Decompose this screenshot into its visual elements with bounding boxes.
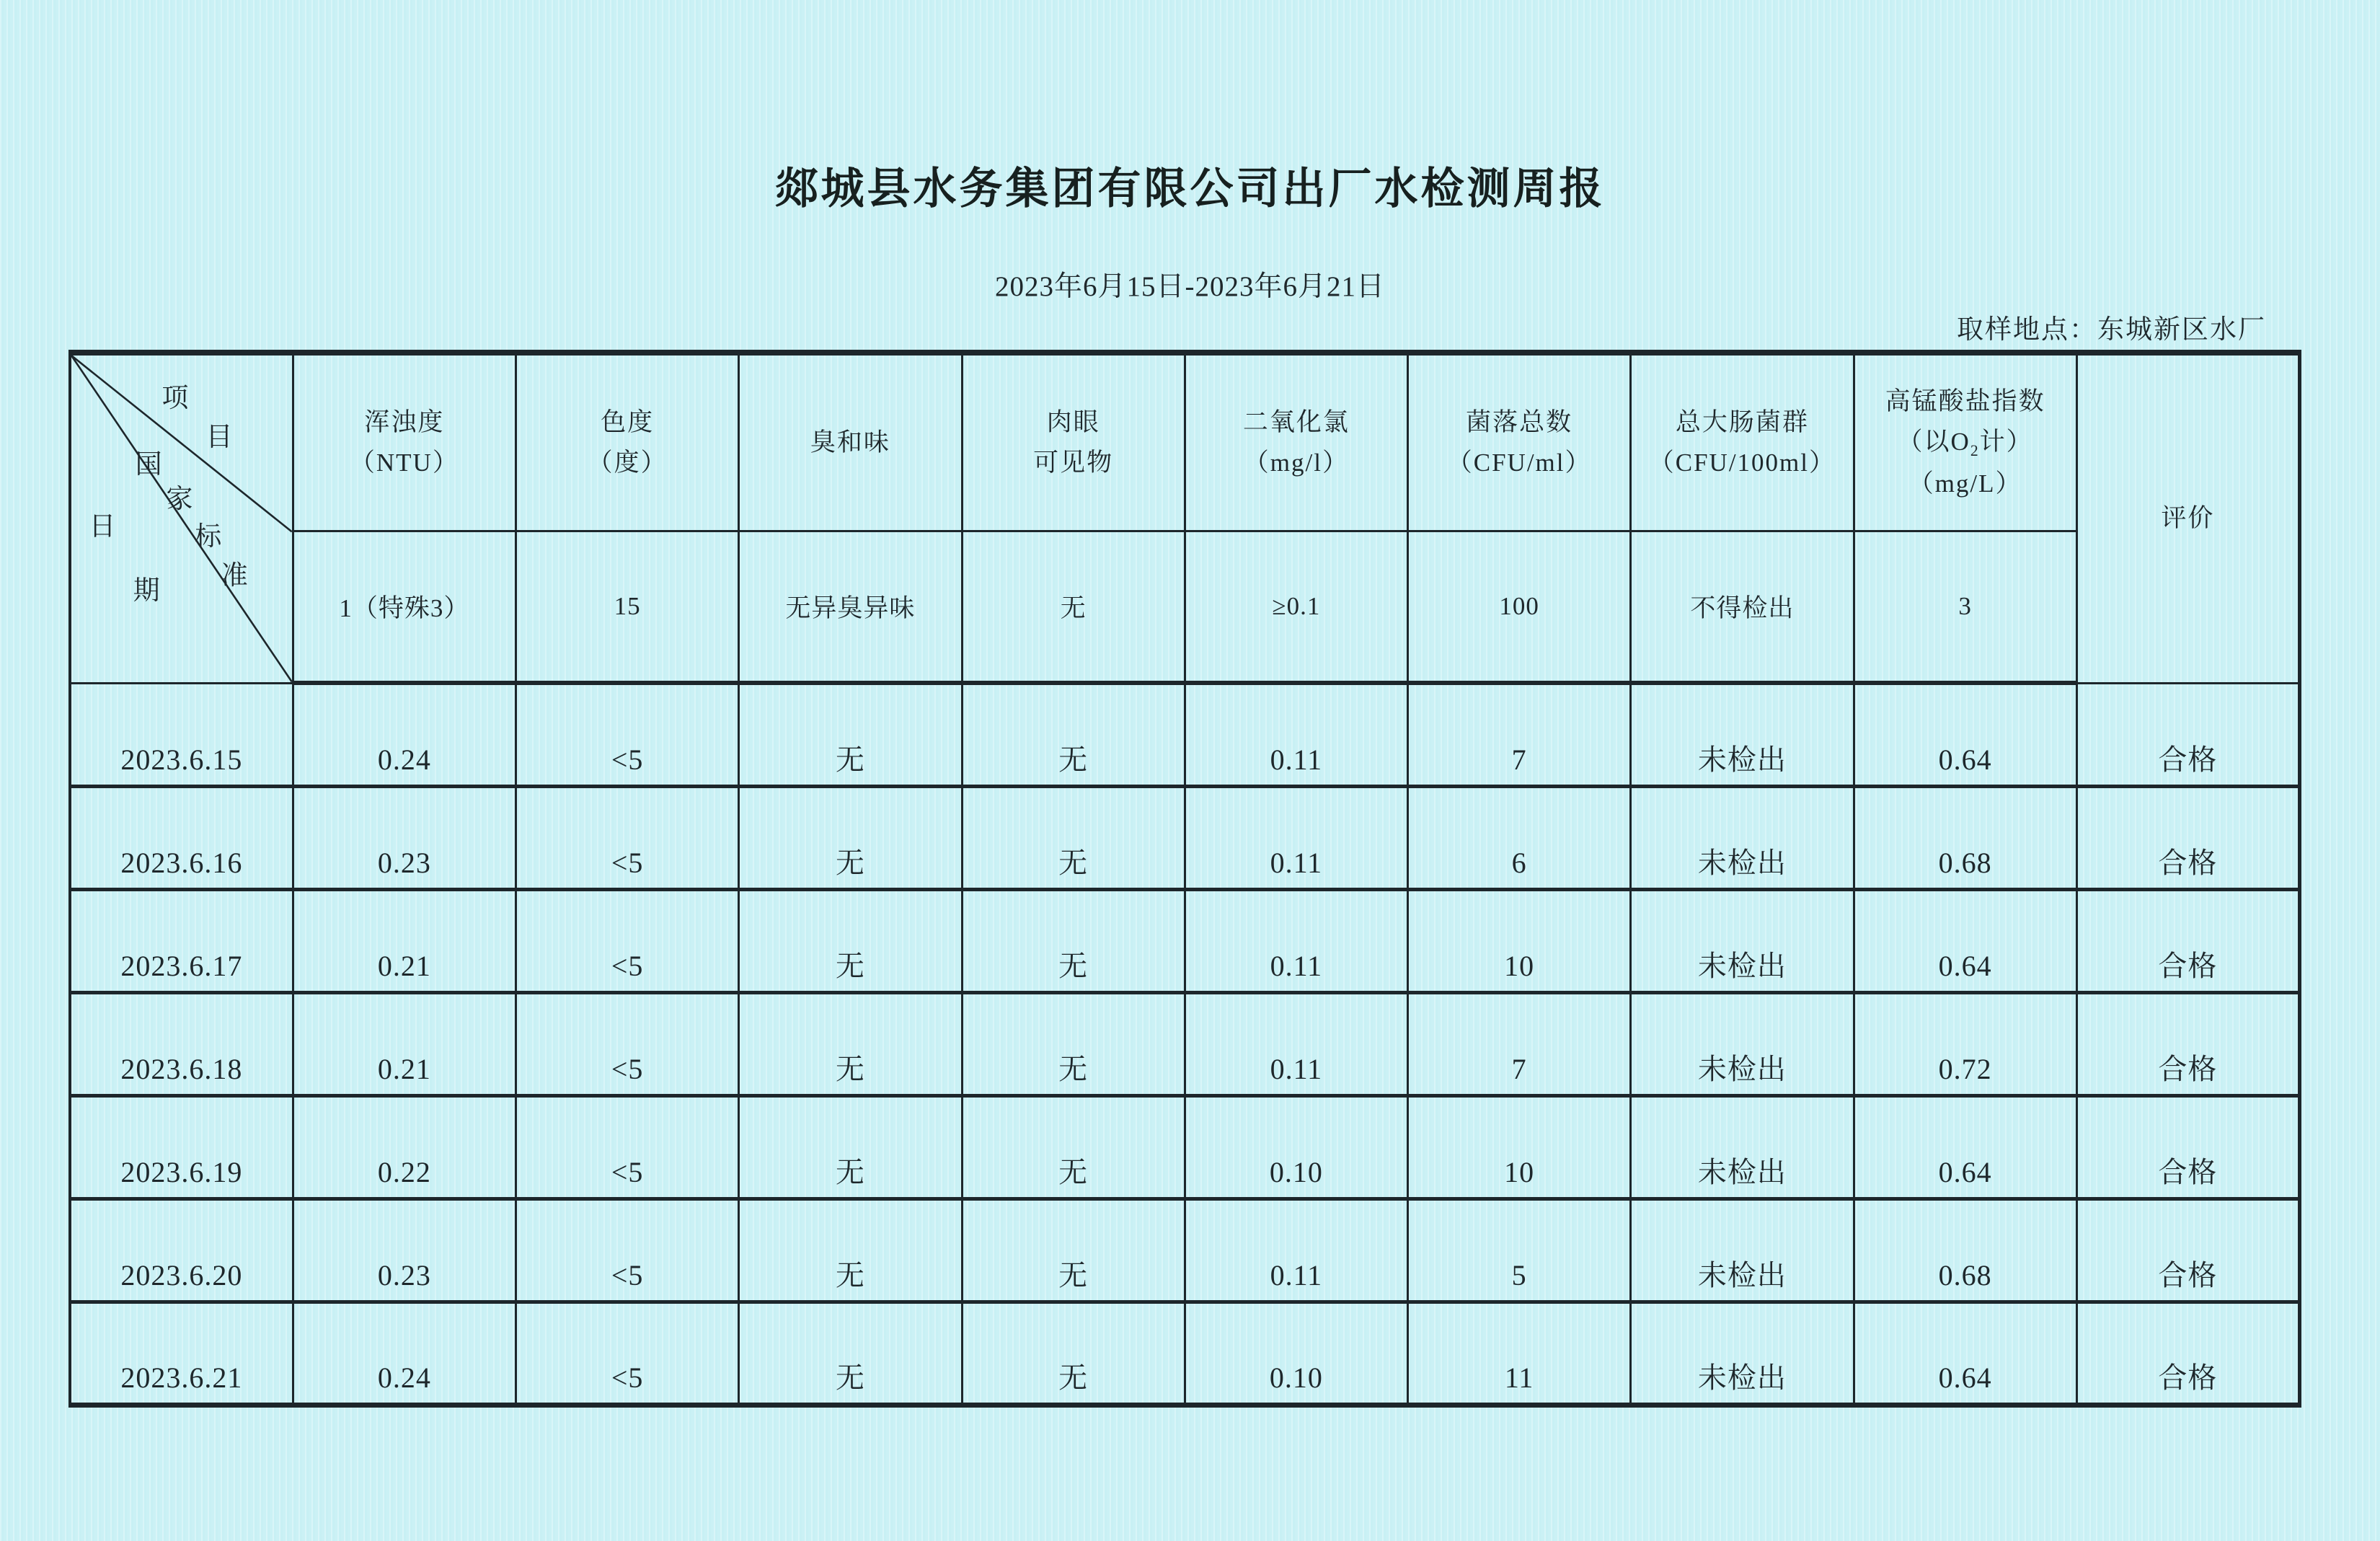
col-header-permanganate-index	[1854, 353, 2076, 531]
date-cell: 2023.6.21	[70, 1302, 293, 1405]
value-cell: 0.23	[293, 1198, 516, 1302]
col-header-turbidity	[293, 353, 516, 531]
date-cell: 2023.6.15	[70, 683, 293, 786]
date-cell: 2023.6.16	[70, 786, 293, 889]
value-cell: 0.22	[293, 1095, 516, 1198]
value-cell: 未检出	[1631, 992, 1854, 1095]
value-cell: 0.11	[1185, 683, 1407, 786]
value-cell: 未检出	[1631, 683, 1854, 786]
value-cell: <5	[516, 889, 739, 992]
value-cell: 无	[739, 889, 962, 992]
value-cell: 无	[962, 1095, 1185, 1198]
value-cell: 无	[739, 1095, 962, 1198]
corner-label-standard-char: 国	[135, 450, 162, 480]
standard-cell: 不得检出	[1631, 531, 1854, 683]
value-cell: <5	[516, 683, 739, 786]
value-cell: 0.11	[1185, 786, 1407, 889]
value-cell: 5	[1408, 1198, 1631, 1302]
header-row	[70, 353, 2300, 531]
col-header-total-coliform	[1631, 353, 1854, 531]
date-cell: 2023.6.20	[70, 1198, 293, 1302]
value-cell: <5	[516, 1198, 739, 1302]
corner-cell	[70, 353, 293, 683]
col-header-evaluation: 评价	[2076, 353, 2299, 683]
value-cell: 未检出	[1631, 889, 1854, 992]
col-header-chroma	[516, 353, 739, 531]
value-cell: 无	[962, 889, 1185, 992]
value-cell: 0.72	[1854, 992, 2076, 1095]
table-row	[70, 683, 2300, 786]
value-cell: 无	[962, 786, 1185, 889]
corner-label-standard-char: 标	[195, 522, 222, 552]
header-line: （度）	[587, 448, 668, 477]
value-cell: 7	[1408, 992, 1631, 1095]
table-row	[70, 992, 2300, 1095]
value-cell: <5	[516, 992, 739, 1095]
value-cell: 未检出	[1631, 1198, 1854, 1302]
standard-cell: ≥0.1	[1185, 531, 1407, 683]
evaluation-cell: 合格	[2076, 1198, 2299, 1302]
evaluation-cell: 合格	[2076, 1095, 2299, 1198]
value-cell: 无	[739, 1302, 962, 1405]
standard-cell: 100	[1408, 531, 1631, 683]
corner-label-date-char: 期	[133, 575, 160, 606]
standard-cell: 无	[962, 531, 1185, 683]
standard-cell: 3	[1854, 531, 2076, 683]
value-cell: 0.10	[1185, 1095, 1407, 1198]
header-line: 浑浊度	[364, 407, 445, 436]
evaluation-cell: 合格	[2076, 889, 2299, 992]
date-cell: 2023.6.19	[70, 1095, 293, 1198]
value-cell: 未检出	[1631, 1095, 1854, 1198]
header-line: 可见物	[1033, 448, 1114, 477]
header-line: （NTU）	[349, 448, 459, 477]
page-title: 郯城县水务集团有限公司出厂水检测周报	[774, 165, 1606, 213]
value-cell: 11	[1408, 1302, 1631, 1405]
value-cell: 10	[1408, 1095, 1631, 1198]
header-line: （CFU/100ml）	[1648, 448, 1836, 477]
date-cell: 2023.6.18	[70, 992, 293, 1095]
subscript-o2: 2	[1970, 441, 1980, 459]
sampling-location: 取样地点：东城新区水厂	[1957, 315, 2266, 345]
report-table	[68, 350, 2301, 1408]
header-line: （CFU/ml）	[1446, 448, 1592, 477]
value-cell: 6	[1408, 786, 1631, 889]
value-cell: 0.11	[1185, 889, 1407, 992]
col-header-odor-taste	[739, 353, 962, 531]
corner-label-item-char: 目	[205, 423, 233, 453]
standard-cell: 无异臭异味	[739, 531, 962, 683]
header-line: （mg/L）	[1908, 469, 2022, 498]
value-cell: 无	[739, 786, 962, 889]
value-cell: 0.64	[1854, 889, 2076, 992]
header-line: （mg/l）	[1243, 448, 1349, 477]
table-row	[70, 1302, 2300, 1405]
date-cell: 2023.6.17	[70, 889, 293, 992]
value-cell: 无	[962, 683, 1185, 786]
value-cell: 未检出	[1631, 1302, 1854, 1405]
table-row	[70, 1095, 2300, 1198]
value-cell: 无	[739, 992, 962, 1095]
value-cell: 无	[962, 992, 1185, 1095]
table-row	[70, 889, 2300, 992]
table-row	[70, 786, 2300, 889]
value-cell: 无	[962, 1302, 1185, 1405]
value-cell: 未检出	[1631, 786, 1854, 889]
header-line: 高锰酸盐指数	[1885, 387, 2045, 415]
value-cell: 0.64	[1854, 1302, 2076, 1405]
value-cell: 无	[962, 1198, 1185, 1302]
value-cell: 0.11	[1185, 992, 1407, 1095]
value-cell: 0.64	[1854, 1095, 2076, 1198]
value-cell: 0.24	[293, 683, 516, 786]
col-header-colony-count	[1408, 353, 1631, 531]
value-cell: 7	[1408, 683, 1631, 786]
corner-label-item-char: 项	[162, 383, 189, 413]
date-range: 2023年6月15日-2023年6月21日	[995, 271, 1385, 302]
evaluation-cell: 合格	[2076, 683, 2299, 786]
value-cell: <5	[516, 786, 739, 889]
header-line: 总大肠菌群	[1675, 407, 1809, 436]
col-header-visible-matter	[962, 353, 1185, 531]
standard-cell: 1（特殊3）	[293, 531, 516, 683]
col-header-chlorine-dioxide	[1185, 353, 1407, 531]
header-line: （以$O_2$计）	[1897, 427, 2033, 459]
corner-label-date-char: 日	[89, 512, 116, 542]
header-line: 色度	[601, 407, 655, 436]
evaluation-cell: 合格	[2076, 786, 2299, 889]
value-cell: 0.68	[1854, 786, 2076, 889]
value-cell: 0.21	[293, 992, 516, 1095]
header-line: 二氧化氯	[1242, 407, 1350, 436]
evaluation-cell: 合格	[2076, 1302, 2299, 1405]
value-cell: 0.21	[293, 889, 516, 992]
value-cell: <5	[516, 1302, 739, 1405]
header-line: 臭和味	[810, 428, 890, 456]
table-row	[70, 1198, 2300, 1302]
standard-cell: 15	[516, 531, 739, 683]
value-cell: 0.11	[1185, 1198, 1407, 1302]
evaluation-cell: 合格	[2076, 992, 2299, 1095]
value-cell: 0.23	[293, 786, 516, 889]
value-cell: 无	[739, 1198, 962, 1302]
standard-row	[70, 531, 2300, 683]
value-cell: 0.24	[293, 1302, 516, 1405]
value-cell: 无	[739, 683, 962, 786]
value-cell: <5	[516, 1095, 739, 1198]
header-line: 菌落总数	[1466, 407, 1573, 436]
corner-label-standard-char: 准	[221, 561, 248, 591]
value-cell: 10	[1408, 889, 1631, 992]
value-cell: 0.10	[1185, 1302, 1407, 1405]
report-table-body	[70, 353, 2300, 1405]
header-line: 肉眼	[1046, 407, 1100, 436]
value-cell: 0.68	[1854, 1198, 2076, 1302]
value-cell: 0.64	[1854, 683, 2076, 786]
corner-label-standard-char: 家	[166, 485, 193, 514]
